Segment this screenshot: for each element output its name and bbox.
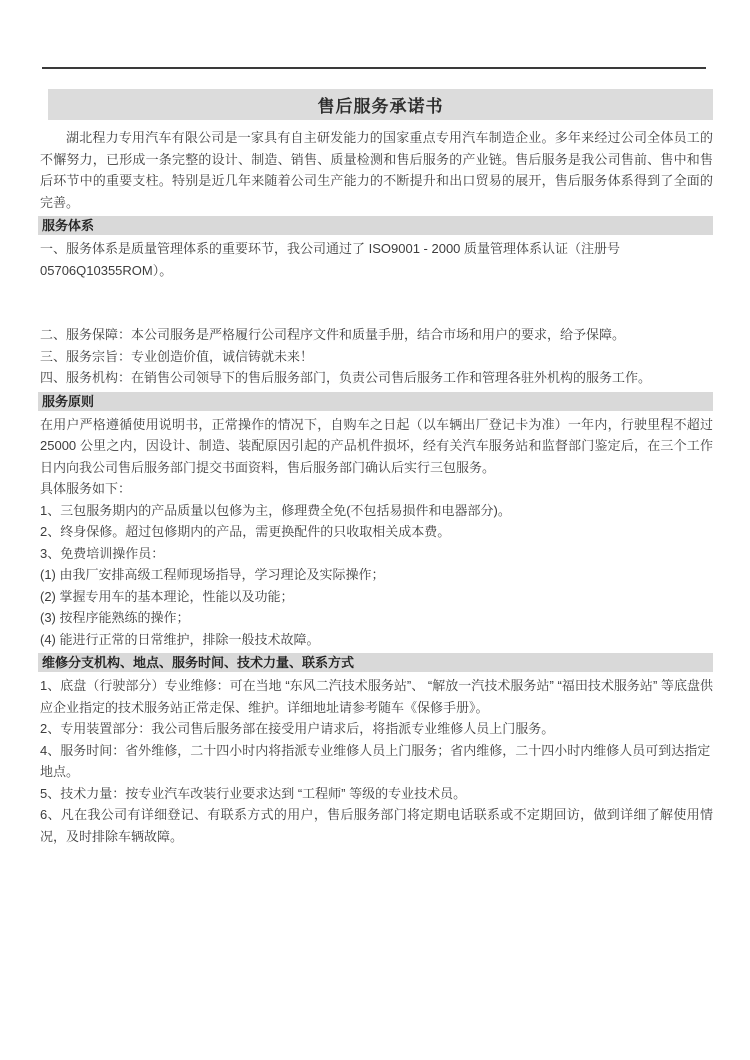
section-heading-service-system xyxy=(38,216,713,235)
list-item: (4) 能进行正常的日常维护，排除一般技术故障。 xyxy=(40,631,320,647)
section-lead-paragraph: 在用户严格遵循使用说明书，正常操作的情况下，自购车之日起（以车辆出厂登记卡为准）一年内，行驶里程不超过 25000 公里之内，因设计、制造、装配原因引起的产品机件损坏，经有关汽车服务站和监督部门鉴定后，在三个工作日内向我公司售后服务部门提交书面资料，售后服务部门确认后实行三包服务。 xyxy=(40,416,713,475)
list-item: 三、服务宗旨：专业创造价值，诚信铸就未来！ xyxy=(40,348,314,364)
list-item: 2、专用装置部分：我公司售后服务部在接受用户请求后，将指派专业维修人员上门服务。 xyxy=(40,721,555,736)
list-item: 2、终身保修。超过包修期内的产品，需更换配件的只收取相关成本费。 xyxy=(40,524,451,539)
list-item: (1) 由我厂安排高级工程师现场指导，学习理论及实际操作； xyxy=(40,567,385,582)
top-divider-rule xyxy=(42,67,706,69)
section-heading-label: 服务原则 xyxy=(42,393,95,409)
list-item: 6、凡在我公司有详细登记、有联系方式的用户，售后服务部门将定期电话联系或不定期回访，做到详细了解使用情况，及时排除车辆故障。 xyxy=(40,807,713,844)
section-subheading: 具体服务如下： xyxy=(40,481,132,496)
page-title: 售后服务承诺书 xyxy=(317,97,444,116)
list-item: 一、服务体系是质量管理体系的重要环节，我公司通过了 ISO9001 - 2000 质量管理体系认证（注册号 05706Q10355ROM）。 xyxy=(40,241,621,278)
list-item: (2) 掌握专用车的基本理论，性能以及功能； xyxy=(40,588,294,604)
section-heading-repair-branches xyxy=(38,653,713,672)
list-item: 1、底盘（行驶部分）专业维修：可在当地 “东风二汽技术服务站”、 “解放一汽技术服务站” “福田技术服务站” 等底盘供应企业指定的技术服务站正常走保、维护。详细地址请参考随车《保修手册》。 xyxy=(40,678,713,715)
section-heading-label: 维修分支机构、地点、服务时间、技术力量、联系方式 xyxy=(42,655,355,670)
section-heading-service-principles xyxy=(38,392,713,411)
document-title-bar xyxy=(48,89,713,120)
list-item: 5、技术力量：按专业汽车改装行业要求达到 “工程师” 等级的专业技术员。 xyxy=(40,785,467,801)
intro-paragraph: 湖北程力专用汽车有限公司是一家具有自主研发能力的国家重点专用汽车制造企业。多年来经过公司全体员工的不懈努力，已形成一条完整的设计、制造、销售、质量检测和售后服务的产业链。售后服务是我公司售前、售中和售后环节中的重要支柱。特别是近几年来随着公司生产能力的不断提升和出口贸易的展开，售后服务体系得到了全面的完善。 xyxy=(40,130,713,210)
list-item: 3、免费培训操作员： xyxy=(40,545,165,561)
document-content xyxy=(40,89,713,847)
list-item: (3) 按程序能熟练的操作； xyxy=(40,610,190,625)
list-item: 四、服务机构：在销售公司领导下的售后服务部门，负责公司售后服务工作和管理各驻外机构的服务工作。 xyxy=(40,370,652,385)
list-item: 二、服务保障：本公司服务是严格履行公司程序文件和质量手册，结合市场和用户的要求，给予保障。 xyxy=(40,327,626,342)
section-heading-label: 服务体系 xyxy=(42,218,95,233)
list-item: 4、服务时间：省外维修，二十四小时内将指派专业维修人员上门服务；省内维修，二十四小时内维修人员可到达指定地点。 xyxy=(40,742,711,779)
list-item: 1、三包服务期内的产品质量以包修为主，修理费全免(不包括易损件和电器部分)。 xyxy=(40,502,511,518)
